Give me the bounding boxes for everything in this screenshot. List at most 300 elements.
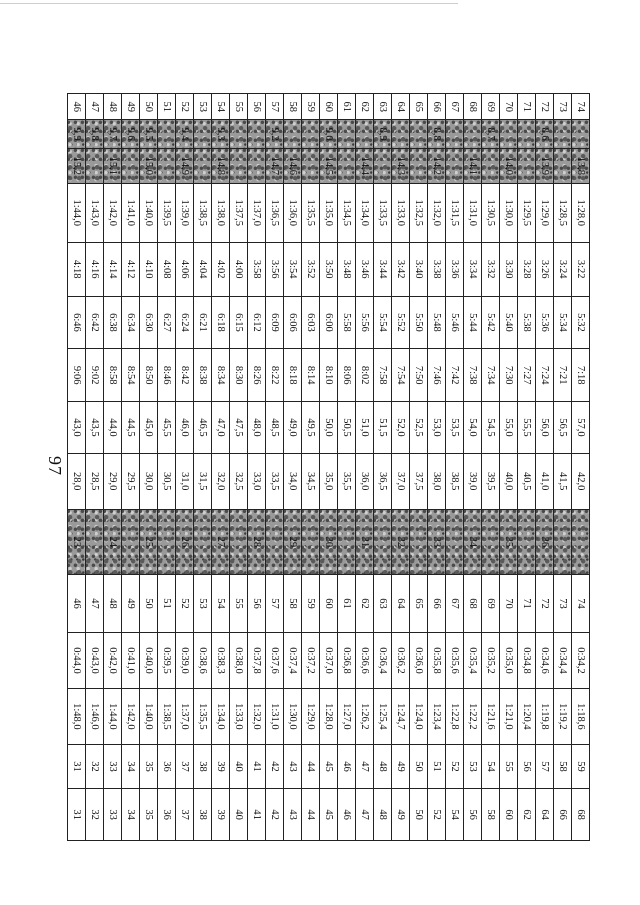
table-cell: 1:29,0 xyxy=(302,688,320,744)
table-cell: 41,5 xyxy=(554,453,572,509)
table-cell: 64 xyxy=(392,575,410,633)
top-rule xyxy=(0,3,458,4)
table-cell: 68 xyxy=(464,575,482,633)
table-cell: 56 xyxy=(518,744,536,788)
table-cell: 7:54 xyxy=(392,349,410,402)
table-cell: 37,0 xyxy=(392,453,410,509)
table-cell: 35 xyxy=(140,744,158,788)
table-cell: 37 xyxy=(176,789,194,841)
table-cell: 13,8 xyxy=(572,148,590,183)
table-cell: 66 xyxy=(554,789,572,841)
table-cell: 39,0 xyxy=(464,453,482,509)
table-cell: 28 xyxy=(248,509,266,574)
table-cell: 0:37,0 xyxy=(320,633,338,689)
table-cell: 44,0 xyxy=(104,402,122,454)
table-row xyxy=(392,94,410,841)
table-cell xyxy=(194,148,212,183)
table-cell: 62 xyxy=(356,94,374,120)
table-cell: 40,5 xyxy=(518,453,536,509)
table-cell: 68 xyxy=(464,94,482,120)
table-cell: 4:14 xyxy=(104,242,122,296)
table-cell: 59 xyxy=(302,94,320,120)
table-cell: 1:38,5 xyxy=(158,688,176,744)
table-cell xyxy=(464,120,482,148)
table-cell: 0:36,6 xyxy=(356,633,374,689)
table-cell: 59 xyxy=(572,744,590,788)
table-cell: 6:00 xyxy=(320,296,338,349)
table-cell: 46,0 xyxy=(176,402,194,454)
table-cell: 1:34,5 xyxy=(338,183,356,242)
table-cell: 31 xyxy=(68,789,86,841)
table-cell: 52 xyxy=(176,575,194,633)
table-cell: 6:42 xyxy=(86,296,104,349)
table-cell: 56,5 xyxy=(554,402,572,454)
table-cell: 0:42,0 xyxy=(104,633,122,689)
table-cell: 46 xyxy=(338,744,356,788)
table-cell xyxy=(284,120,302,148)
table-cell: 7:34 xyxy=(482,349,500,402)
table-cell: 50 xyxy=(140,575,158,633)
table-cell: 39,5 xyxy=(482,453,500,509)
table-row xyxy=(518,94,536,841)
table-cell: 1:24,7 xyxy=(392,688,410,744)
table-cell xyxy=(158,120,176,148)
table-cell: 8:54 xyxy=(122,349,140,402)
table-cell xyxy=(86,148,104,183)
table-cell: 6:30 xyxy=(140,296,158,349)
table-cell: 5:44 xyxy=(464,296,482,349)
table-cell: 0:36,8 xyxy=(338,633,356,689)
table-cell: 0:40,0 xyxy=(140,633,158,689)
table-row xyxy=(284,94,302,841)
table-cell: 14,3 xyxy=(392,148,410,183)
table-cell: 5:48 xyxy=(428,296,446,349)
table-cell xyxy=(302,148,320,183)
table-cell: 62 xyxy=(518,789,536,841)
table-cell xyxy=(374,509,392,574)
table-cell: 0:38,0 xyxy=(230,633,248,689)
table-cell xyxy=(194,120,212,148)
table-cell: 55,5 xyxy=(518,402,536,454)
table-cell xyxy=(446,509,464,574)
table-cell: 44 xyxy=(302,744,320,788)
table-cell: 0:41,0 xyxy=(122,633,140,689)
table-cell xyxy=(554,509,572,574)
table-cell: 54 xyxy=(212,575,230,633)
table-cell xyxy=(518,120,536,148)
table-cell: 0:35,2 xyxy=(482,633,500,689)
table-cell: 3:42 xyxy=(392,242,410,296)
table-row xyxy=(266,94,284,841)
table-row xyxy=(158,94,176,841)
table-cell: 1:32,0 xyxy=(428,183,446,242)
table-cell: 40 xyxy=(230,789,248,841)
table-cell: 55 xyxy=(230,575,248,633)
table-cell: 27 xyxy=(212,509,230,574)
table-cell: 1:41,0 xyxy=(122,183,140,242)
table-cell xyxy=(482,509,500,574)
table-row xyxy=(446,94,464,841)
table-cell: 3:52 xyxy=(302,242,320,296)
table-cell: 48 xyxy=(374,789,392,841)
table-cell: 55,0 xyxy=(500,402,518,454)
table-cell: 4:16 xyxy=(86,242,104,296)
table-cell: 38 xyxy=(194,789,212,841)
table-cell: 8:26 xyxy=(248,349,266,402)
table-cell: 51 xyxy=(158,94,176,120)
table-cell: 9,9 xyxy=(68,120,86,148)
table-cell xyxy=(266,509,284,574)
table-cell: 49 xyxy=(122,575,140,633)
table-cell: 14,7 xyxy=(266,148,284,183)
table-cell: 55 xyxy=(500,744,518,788)
table-cell: 71 xyxy=(518,575,536,633)
table-cell: 5:42 xyxy=(482,296,500,349)
table-cell: 1:21,6 xyxy=(482,688,500,744)
table-cell: 34 xyxy=(122,744,140,788)
table-cell: 7:46 xyxy=(428,349,446,402)
table-cell: 60 xyxy=(320,94,338,120)
table-cell: 1:29,0 xyxy=(536,183,554,242)
table-cell xyxy=(230,120,248,148)
table-cell: 8:38 xyxy=(194,349,212,402)
table-cell: 54 xyxy=(482,744,500,788)
table-cell: 40 xyxy=(230,744,248,788)
table-cell: 29 xyxy=(284,509,302,574)
table-cell: 13,9 xyxy=(536,148,554,183)
table-cell: 50 xyxy=(140,94,158,120)
table-cell: 51 xyxy=(428,744,446,788)
table-cell: 6:09 xyxy=(266,296,284,349)
table-cell: 5:38 xyxy=(518,296,536,349)
table-cell: 3:24 xyxy=(554,242,572,296)
table-cell: 63 xyxy=(374,94,392,120)
table-cell: 1:42,0 xyxy=(122,688,140,744)
table-cell: 0:38,6 xyxy=(194,633,212,689)
table-cell: 54,5 xyxy=(482,402,500,454)
table-cell: 6:21 xyxy=(194,296,212,349)
table-cell: 56,0 xyxy=(536,402,554,454)
table-cell: 7:21 xyxy=(554,349,572,402)
table-cell xyxy=(410,509,428,574)
table-cell: 74 xyxy=(572,94,590,120)
table-cell: 3:48 xyxy=(338,242,356,296)
table-cell: 14,8 xyxy=(212,148,230,183)
table-cell: 0:44,0 xyxy=(68,633,86,689)
table-cell: 4:12 xyxy=(122,242,140,296)
table-cell xyxy=(572,509,590,574)
table-cell: 4:00 xyxy=(230,242,248,296)
table-cell: 36,0 xyxy=(356,453,374,509)
table-row xyxy=(104,94,122,841)
table-cell: 51,5 xyxy=(374,402,392,454)
table-cell: 9,2 xyxy=(266,120,284,148)
table-cell: 3:26 xyxy=(536,242,554,296)
table-cell: 0:35,6 xyxy=(446,633,464,689)
table-cell: 35,0 xyxy=(320,453,338,509)
table-cell xyxy=(446,148,464,183)
table-cell: 47 xyxy=(86,575,104,633)
table-cell: 6:38 xyxy=(104,296,122,349)
table-cell: 53 xyxy=(194,575,212,633)
table-cell: 1:38,5 xyxy=(194,183,212,242)
table-cell: 14,6 xyxy=(284,148,302,183)
table-cell: 49 xyxy=(122,94,140,120)
table-cell: 33 xyxy=(428,509,446,574)
table-cell: 36 xyxy=(536,509,554,574)
table-cell: 4:10 xyxy=(140,242,158,296)
table-cell: 36 xyxy=(158,789,176,841)
table-cell: 1:28,0 xyxy=(320,688,338,744)
table-cell: 48 xyxy=(374,744,392,788)
table-cell: 46 xyxy=(338,789,356,841)
table-row xyxy=(140,94,158,841)
table-cell: 65 xyxy=(410,575,428,633)
table-cell: 50,5 xyxy=(338,402,356,454)
table-row xyxy=(302,94,320,841)
table-cell: 43 xyxy=(284,789,302,841)
table-cell: 56 xyxy=(248,94,266,120)
table-cell xyxy=(554,148,572,183)
table-cell: 1:31,0 xyxy=(266,688,284,744)
table-row xyxy=(464,94,482,841)
table-cell: 30,5 xyxy=(158,453,176,509)
table-cell: 3:34 xyxy=(464,242,482,296)
table-cell: 66 xyxy=(428,575,446,633)
table-cell: 32 xyxy=(86,744,104,788)
table-cell: 28,5 xyxy=(86,453,104,509)
table-cell: 8:42 xyxy=(176,349,194,402)
table-cell: 68 xyxy=(572,789,590,841)
table-cell: 61 xyxy=(338,94,356,120)
table-cell: 5:40 xyxy=(500,296,518,349)
table-cell: 44 xyxy=(302,789,320,841)
table-cell: 0:36,4 xyxy=(374,633,392,689)
table-cell xyxy=(518,509,536,574)
table-cell xyxy=(86,509,104,574)
table-cell: 73 xyxy=(554,575,572,633)
table-cell: 57 xyxy=(536,744,554,788)
table-cell xyxy=(122,148,140,183)
table-cell xyxy=(410,120,428,148)
table-cell: 4:18 xyxy=(68,242,86,296)
table-cell: 7:38 xyxy=(464,349,482,402)
page-number: 97 xyxy=(45,456,65,476)
table-cell: 31 xyxy=(68,744,86,788)
table-cell: 30,0 xyxy=(140,453,158,509)
table-cell: 3:22 xyxy=(572,242,590,296)
table-cell: 23 xyxy=(68,509,86,574)
table-cell: 9:02 xyxy=(86,349,104,402)
table-cell: 50 xyxy=(410,789,428,841)
table-cell: 3:30 xyxy=(500,242,518,296)
table-cell: 52,5 xyxy=(410,402,428,454)
table-cell: 0:37,8 xyxy=(248,633,266,689)
table-row xyxy=(320,94,338,841)
table-row xyxy=(554,94,572,841)
table-cell: 1:44,0 xyxy=(68,183,86,242)
table-cell: 45,5 xyxy=(158,402,176,454)
table-cell: 53 xyxy=(194,94,212,120)
table-cell: 33 xyxy=(104,744,122,788)
table-cell: 39 xyxy=(212,744,230,788)
table-cell: 8:50 xyxy=(140,349,158,402)
table-cell: 0:34,6 xyxy=(536,633,554,689)
table-cell: 14,9 xyxy=(176,148,194,183)
table-cell: 64 xyxy=(392,94,410,120)
table-cell: 5:32 xyxy=(572,296,590,349)
table-cell xyxy=(194,509,212,574)
table-cell: 1:33,5 xyxy=(374,183,392,242)
table-cell xyxy=(554,120,572,148)
table-cell: 0:34,2 xyxy=(572,633,590,689)
table-cell xyxy=(302,120,320,148)
table-cell: 54 xyxy=(446,789,464,841)
table-cell: 59 xyxy=(302,575,320,633)
table-cell xyxy=(518,148,536,183)
table-cell: 1:28,0 xyxy=(572,183,590,242)
table-cell: 1:28,5 xyxy=(554,183,572,242)
table-cell: 14,4 xyxy=(356,148,374,183)
table-cell: 0:34,4 xyxy=(554,633,572,689)
table-cell: 41,0 xyxy=(536,453,554,509)
table-cell: 3:44 xyxy=(374,242,392,296)
table-cell: 34,0 xyxy=(284,453,302,509)
table-row xyxy=(230,94,248,841)
table-cell: 1:39,5 xyxy=(158,183,176,242)
table-cell: 1:27,0 xyxy=(338,688,356,744)
table-row xyxy=(572,94,590,841)
table-cell: 71 xyxy=(518,94,536,120)
table-cell: 1:46,0 xyxy=(86,688,104,744)
table-cell: 38,0 xyxy=(428,453,446,509)
table-cell: 8:02 xyxy=(356,349,374,402)
table-cell: 47,5 xyxy=(230,402,248,454)
table-cell: 1:36,0 xyxy=(284,183,302,242)
table-cell: 44,5 xyxy=(122,402,140,454)
table-cell xyxy=(230,509,248,574)
table-cell: 8:14 xyxy=(302,349,320,402)
table-cell: 50 xyxy=(410,744,428,788)
table-cell: 5:56 xyxy=(356,296,374,349)
table-row xyxy=(248,94,266,841)
table-cell: 41 xyxy=(248,789,266,841)
table-cell: 4:08 xyxy=(158,242,176,296)
table-cell: 36 xyxy=(158,744,176,788)
table-cell: 1:19,2 xyxy=(554,688,572,744)
table-cell: 1:30,0 xyxy=(500,183,518,242)
table-row xyxy=(68,94,86,841)
table-cell xyxy=(158,148,176,183)
table-cell: 1:31,0 xyxy=(464,183,482,242)
table-cell: 3:50 xyxy=(320,242,338,296)
table-cell: 29,0 xyxy=(104,453,122,509)
table-cell: 1:30,5 xyxy=(482,183,500,242)
table-cell: 6:27 xyxy=(158,296,176,349)
table-cell: 52 xyxy=(446,744,464,788)
table-cell: 1:44,0 xyxy=(104,688,122,744)
table-cell: 1:37,0 xyxy=(248,183,266,242)
table-cell: 53,5 xyxy=(446,402,464,454)
table-cell: 32 xyxy=(86,789,104,841)
table-cell: 43,0 xyxy=(68,402,86,454)
table-cell xyxy=(338,509,356,574)
table-cell: 8,8 xyxy=(428,120,446,148)
table-cell: 7:42 xyxy=(446,349,464,402)
table-cell: 0:35,0 xyxy=(500,633,518,689)
table-cell: 0:38,3 xyxy=(212,633,230,689)
table-cell: 3:56 xyxy=(266,242,284,296)
table-cell: 35 xyxy=(140,789,158,841)
table-cell: 24 xyxy=(104,509,122,574)
table-cell: 47 xyxy=(356,789,374,841)
table-cell: 57 xyxy=(266,575,284,633)
table-cell: 6:46 xyxy=(68,296,86,349)
table-cell: 56 xyxy=(248,575,266,633)
table-cell: 38 xyxy=(194,744,212,788)
table-cell: 0:35,8 xyxy=(428,633,446,689)
table-cell: 74 xyxy=(572,575,590,633)
table-cell: 0:35,4 xyxy=(464,633,482,689)
table-cell: 15,2 xyxy=(68,148,86,183)
table-cell: 9,6 xyxy=(122,120,140,148)
table-cell: 65 xyxy=(410,94,428,120)
table-cell: 34 xyxy=(464,509,482,574)
table-cell: 25 xyxy=(140,509,158,574)
table-row xyxy=(536,94,554,841)
table-cell: 49 xyxy=(392,744,410,788)
table-cell: 45 xyxy=(320,789,338,841)
table-cell: 0:43,0 xyxy=(86,633,104,689)
table-cell: 41 xyxy=(248,744,266,788)
table-cell: 4:02 xyxy=(212,242,230,296)
table-cell: 8:46 xyxy=(158,349,176,402)
table-cell: 6:12 xyxy=(248,296,266,349)
table-cell xyxy=(392,120,410,148)
table-cell xyxy=(158,509,176,574)
table-cell: 1:24,0 xyxy=(410,688,428,744)
table-cell: 0:39,5 xyxy=(158,633,176,689)
norms-table xyxy=(67,93,590,841)
table-cell: 47 xyxy=(356,744,374,788)
table-cell: 1:20,4 xyxy=(518,688,536,744)
table-cell: 48 xyxy=(104,575,122,633)
table-cell: 29,5 xyxy=(122,453,140,509)
table-cell: 39 xyxy=(212,789,230,841)
table-cell: 33,0 xyxy=(248,453,266,509)
table-cell: 58 xyxy=(284,575,302,633)
table-cell: 43,5 xyxy=(86,402,104,454)
table-cell: 7:50 xyxy=(410,349,428,402)
table-cell: 42 xyxy=(266,744,284,788)
table-cell: 1:22,8 xyxy=(446,688,464,744)
table-row xyxy=(428,94,446,841)
table-cell: 3:54 xyxy=(284,242,302,296)
table-cell: 1:35,0 xyxy=(320,183,338,242)
table-cell: 37,5 xyxy=(410,453,428,509)
table-cell: 34 xyxy=(122,789,140,841)
table-cell: 61 xyxy=(338,575,356,633)
table-cell: 36,5 xyxy=(374,453,392,509)
table-cell: 4:06 xyxy=(176,242,194,296)
table-cell: 72 xyxy=(536,94,554,120)
table-cell: 7:27 xyxy=(518,349,536,402)
table-cell: 48,5 xyxy=(266,402,284,454)
table-cell: 0:34,8 xyxy=(518,633,536,689)
table-cell: 1:32,5 xyxy=(410,183,428,242)
table-row xyxy=(410,94,428,841)
table-cell xyxy=(122,509,140,574)
